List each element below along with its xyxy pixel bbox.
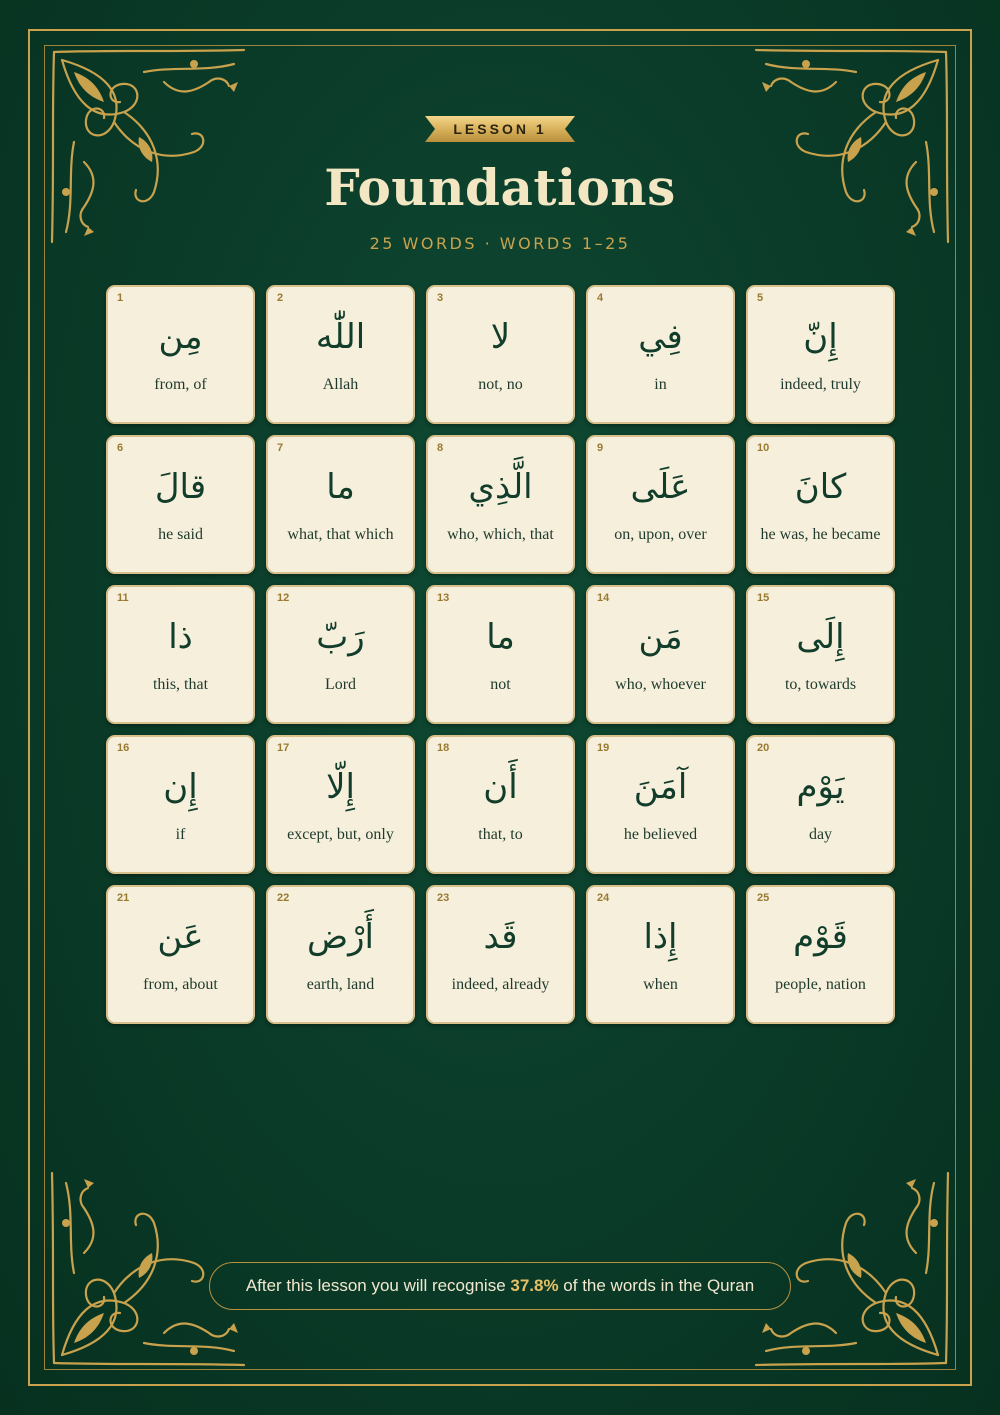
arabic-word: مَن — [638, 617, 683, 657]
word-number: 22 — [277, 892, 290, 904]
arabic-word: لا — [490, 317, 511, 357]
word-meaning: he said — [158, 526, 203, 543]
arabic-word: قَد — [483, 917, 518, 957]
arabic-word: ما — [486, 617, 515, 657]
word-card[interactable] — [266, 585, 415, 724]
arabic-word: مِن — [158, 317, 203, 357]
corner-ornament-icon — [746, 42, 956, 252]
word-card[interactable] — [426, 735, 575, 874]
word-number: 5 — [757, 292, 764, 304]
word-meaning: indeed, already — [451, 976, 550, 993]
word-number: 6 — [117, 442, 124, 454]
word-card[interactable] — [746, 585, 895, 724]
word-card[interactable] — [586, 285, 735, 424]
arabic-word: رَبّ — [316, 617, 365, 657]
word-number: 9 — [597, 442, 604, 454]
word-card[interactable] — [266, 435, 415, 574]
arabic-word: كانَ — [794, 467, 847, 507]
word-number: 17 — [277, 742, 290, 754]
word-card[interactable] — [106, 585, 255, 724]
word-meaning: not, no — [478, 376, 523, 393]
word-card[interactable] — [426, 885, 575, 1024]
progress-footer — [209, 1262, 791, 1310]
word-number: 23 — [437, 892, 450, 904]
word-card[interactable] — [746, 735, 895, 874]
arabic-word: الَّذِي — [468, 467, 533, 507]
arabic-word: عَن — [157, 917, 204, 957]
word-card[interactable] — [106, 735, 255, 874]
word-number: 12 — [277, 592, 290, 604]
arabic-word: عَلَى — [630, 467, 691, 507]
word-card[interactable] — [746, 285, 895, 424]
word-meaning: what, that which — [287, 526, 394, 543]
word-card[interactable] — [266, 285, 415, 424]
word-card[interactable] — [426, 435, 575, 574]
word-number: 16 — [117, 742, 130, 754]
page-subtitle: 25 WORDS · WORDS 1–25 — [369, 234, 631, 253]
word-number: 21 — [117, 892, 130, 904]
word-number: 7 — [277, 442, 284, 454]
arabic-word: إِن — [163, 767, 198, 807]
word-number: 11 — [117, 592, 129, 604]
word-card[interactable] — [746, 885, 895, 1024]
footer-text-after: of the words in the Quran — [558, 1276, 755, 1295]
word-number: 20 — [757, 742, 770, 754]
word-number: 14 — [597, 592, 610, 604]
word-card[interactable] — [266, 735, 415, 874]
word-meaning: Allah — [322, 376, 359, 393]
word-card[interactable] — [586, 435, 735, 574]
footer-text-before: After this lesson you will recognise — [245, 1276, 511, 1295]
word-meaning: he was, he became — [760, 526, 881, 543]
arabic-word: إِنّ — [803, 317, 838, 357]
word-card[interactable] — [106, 435, 255, 574]
arabic-word: فِي — [638, 317, 683, 357]
word-card[interactable] — [586, 885, 735, 1024]
word-card[interactable] — [106, 285, 255, 424]
lesson-badge: LESSON 1 — [453, 121, 547, 137]
word-meaning: this, that — [152, 676, 209, 693]
word-meaning: indeed, truly — [780, 376, 861, 393]
word-number: 2 — [277, 292, 284, 304]
arabic-word: آمَنَ — [633, 767, 688, 807]
word-number: 3 — [437, 292, 444, 304]
page-title: Foundations — [324, 158, 676, 217]
word-meaning: who, which, that — [447, 526, 554, 543]
arabic-word: ذا — [168, 617, 193, 657]
arabic-word: قَوْم — [793, 917, 848, 957]
word-meaning: when — [643, 976, 678, 993]
word-card[interactable] — [266, 885, 415, 1024]
arabic-word: إِذا — [643, 917, 678, 957]
arabic-word: ما — [326, 467, 355, 507]
arabic-word: يَوْم — [796, 767, 845, 807]
word-meaning: Lord — [324, 676, 357, 693]
word-meaning: who, whoever — [615, 676, 706, 693]
word-number: 4 — [597, 292, 604, 304]
coverage-percent: 37.8% — [510, 1276, 559, 1295]
word-meaning: in — [654, 376, 667, 393]
word-number: 8 — [437, 442, 444, 454]
word-meaning: from, of — [154, 376, 207, 393]
word-grid — [106, 285, 895, 1024]
arabic-word: إِلّا — [326, 767, 355, 807]
arabic-word: إِلَى — [796, 617, 845, 657]
word-number: 15 — [757, 592, 770, 604]
arabic-word: أَرْض — [307, 917, 374, 957]
word-meaning: to, towards — [784, 676, 857, 693]
word-number: 19 — [597, 742, 610, 754]
word-card[interactable] — [106, 885, 255, 1024]
word-number: 13 — [437, 592, 450, 604]
word-meaning: people, nation — [775, 976, 866, 993]
word-card[interactable] — [586, 585, 735, 724]
word-number: 25 — [757, 892, 770, 904]
word-meaning: that, to — [478, 826, 523, 843]
word-card[interactable] — [586, 735, 735, 874]
arabic-word: أَن — [483, 767, 518, 807]
arabic-word: قالَ — [154, 467, 207, 507]
word-meaning: day — [808, 826, 833, 843]
word-meaning: on, upon, over — [614, 526, 707, 543]
corner-ornament-icon — [44, 42, 254, 252]
word-meaning: not — [490, 676, 511, 693]
word-number: 18 — [437, 742, 450, 754]
word-meaning: except, but, only — [287, 826, 394, 843]
word-card[interactable] — [426, 585, 575, 724]
word-number: 24 — [597, 892, 610, 904]
word-card[interactable] — [746, 435, 895, 574]
word-meaning: from, about — [143, 976, 218, 993]
word-card[interactable] — [426, 285, 575, 424]
word-meaning: earth, land — [306, 976, 375, 993]
word-meaning: if — [175, 826, 186, 843]
word-number: 1 — [117, 292, 124, 304]
arabic-word: اللّٰه — [315, 317, 366, 357]
word-meaning: he believed — [623, 826, 698, 843]
word-number: 10 — [757, 442, 770, 454]
